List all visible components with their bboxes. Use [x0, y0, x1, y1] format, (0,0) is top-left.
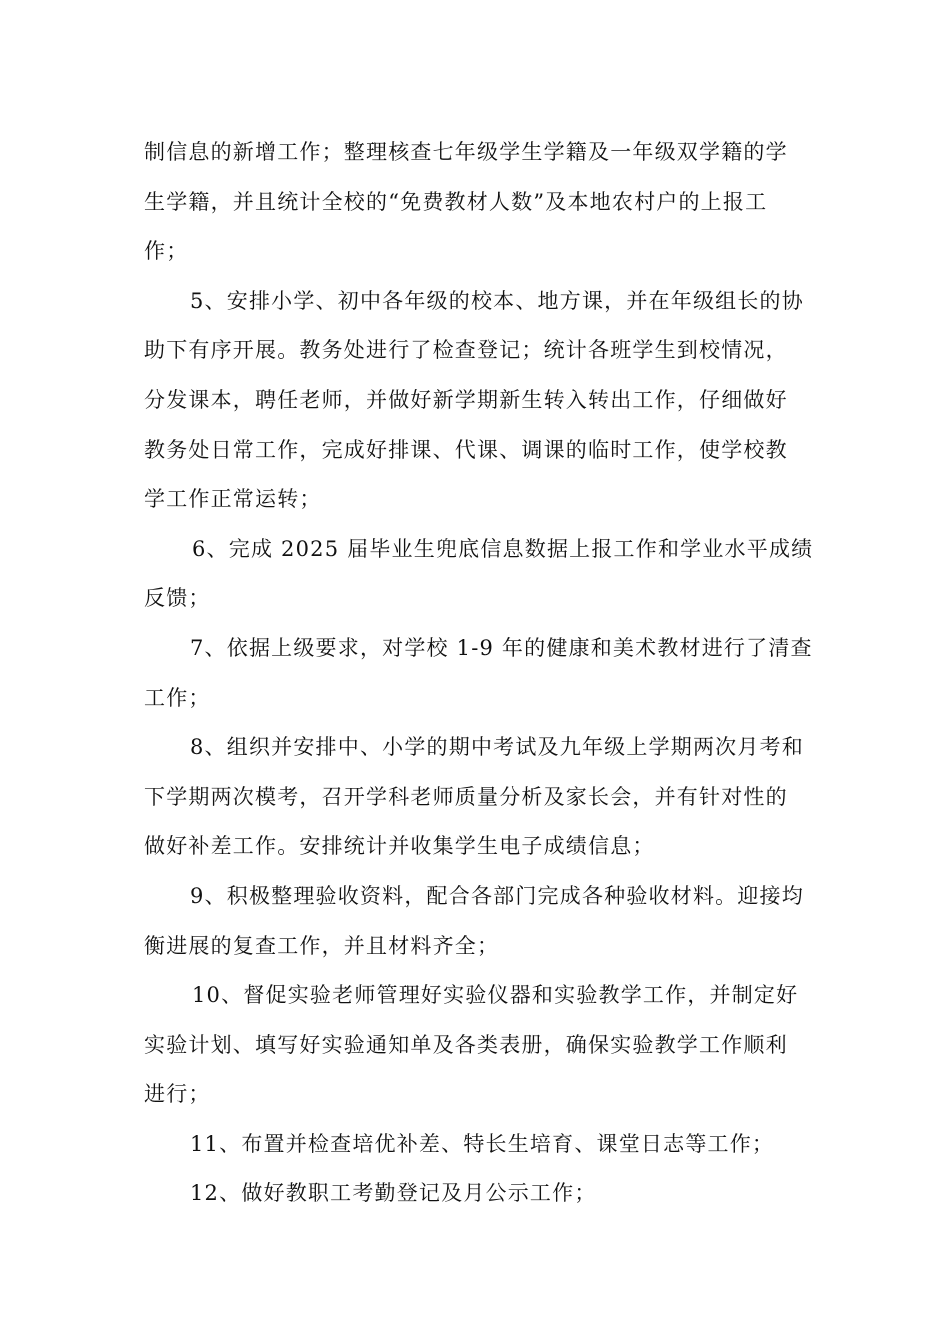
- list-item-11-line: 11、布置并检查培优补差、特长生培育、课堂日志等工作；: [190, 1131, 775, 1156]
- text-line: 实验计划、填写好实验通知单及各类表册，确保实验教学工作顺利: [144, 1032, 788, 1057]
- list-item-9-line: 9、积极整理验收资料，配合各部门完成各种验收材料。迎接均: [190, 883, 804, 908]
- text-line: 学工作正常运转；: [144, 487, 322, 512]
- text-line: 分发课本，聘任老师，并做好新学期新生转入转出工作，仔细做好: [144, 387, 788, 412]
- text-line: 教务处日常工作，完成好排课、代课、调课的临时工作，使学校教: [144, 437, 788, 462]
- text-line: 进行；: [144, 1082, 211, 1107]
- text-line: 助下有序开展。教务处进行了检查登记；统计各班学生到校情况，: [144, 338, 788, 363]
- text-line: 衡进展的复查工作，并且材料齐全；: [144, 933, 500, 958]
- text-line: 制信息的新增工作；整理核查七年级学生学籍及一年级双学籍的学: [144, 140, 788, 164]
- list-item-12-line: 12、做好教职工考勤登记及月公示工作；: [190, 1181, 597, 1206]
- text-line: 工作；: [144, 685, 211, 710]
- list-item-5-line: 5、安排小学、初中各年级的校本、地方课，并在年级组长的协: [190, 288, 804, 313]
- text-line: 下学期两次模考，召开学科老师质量分析及家长会，并有针对性的: [144, 784, 788, 809]
- text-line: 反馈；: [144, 586, 211, 611]
- list-item-6-line: 6、完成 2025 届毕业生兜底信息数据上报工作和学业水平成绩: [192, 536, 814, 561]
- text-line: 做好补差工作。安排统计并收集学生电子成绩信息；: [144, 834, 655, 859]
- text-line: 作；: [144, 239, 189, 264]
- document-body: [144, 128, 814, 1219]
- text-line: 生学籍，并且统计全校的“免费教材人数”及本地农村户的上报工: [144, 189, 768, 214]
- list-item-10-line: 10、督促实验老师管理好实验仪器和实验教学工作，并制定好: [192, 983, 799, 1008]
- list-item-7-line: 7、依据上级要求，对学校 1-9 年的健康和美术教材进行了清查: [190, 635, 813, 660]
- list-item-8-line: 8、组织并安排中、小学的期中考试及九年级上学期两次月考和: [190, 735, 804, 760]
